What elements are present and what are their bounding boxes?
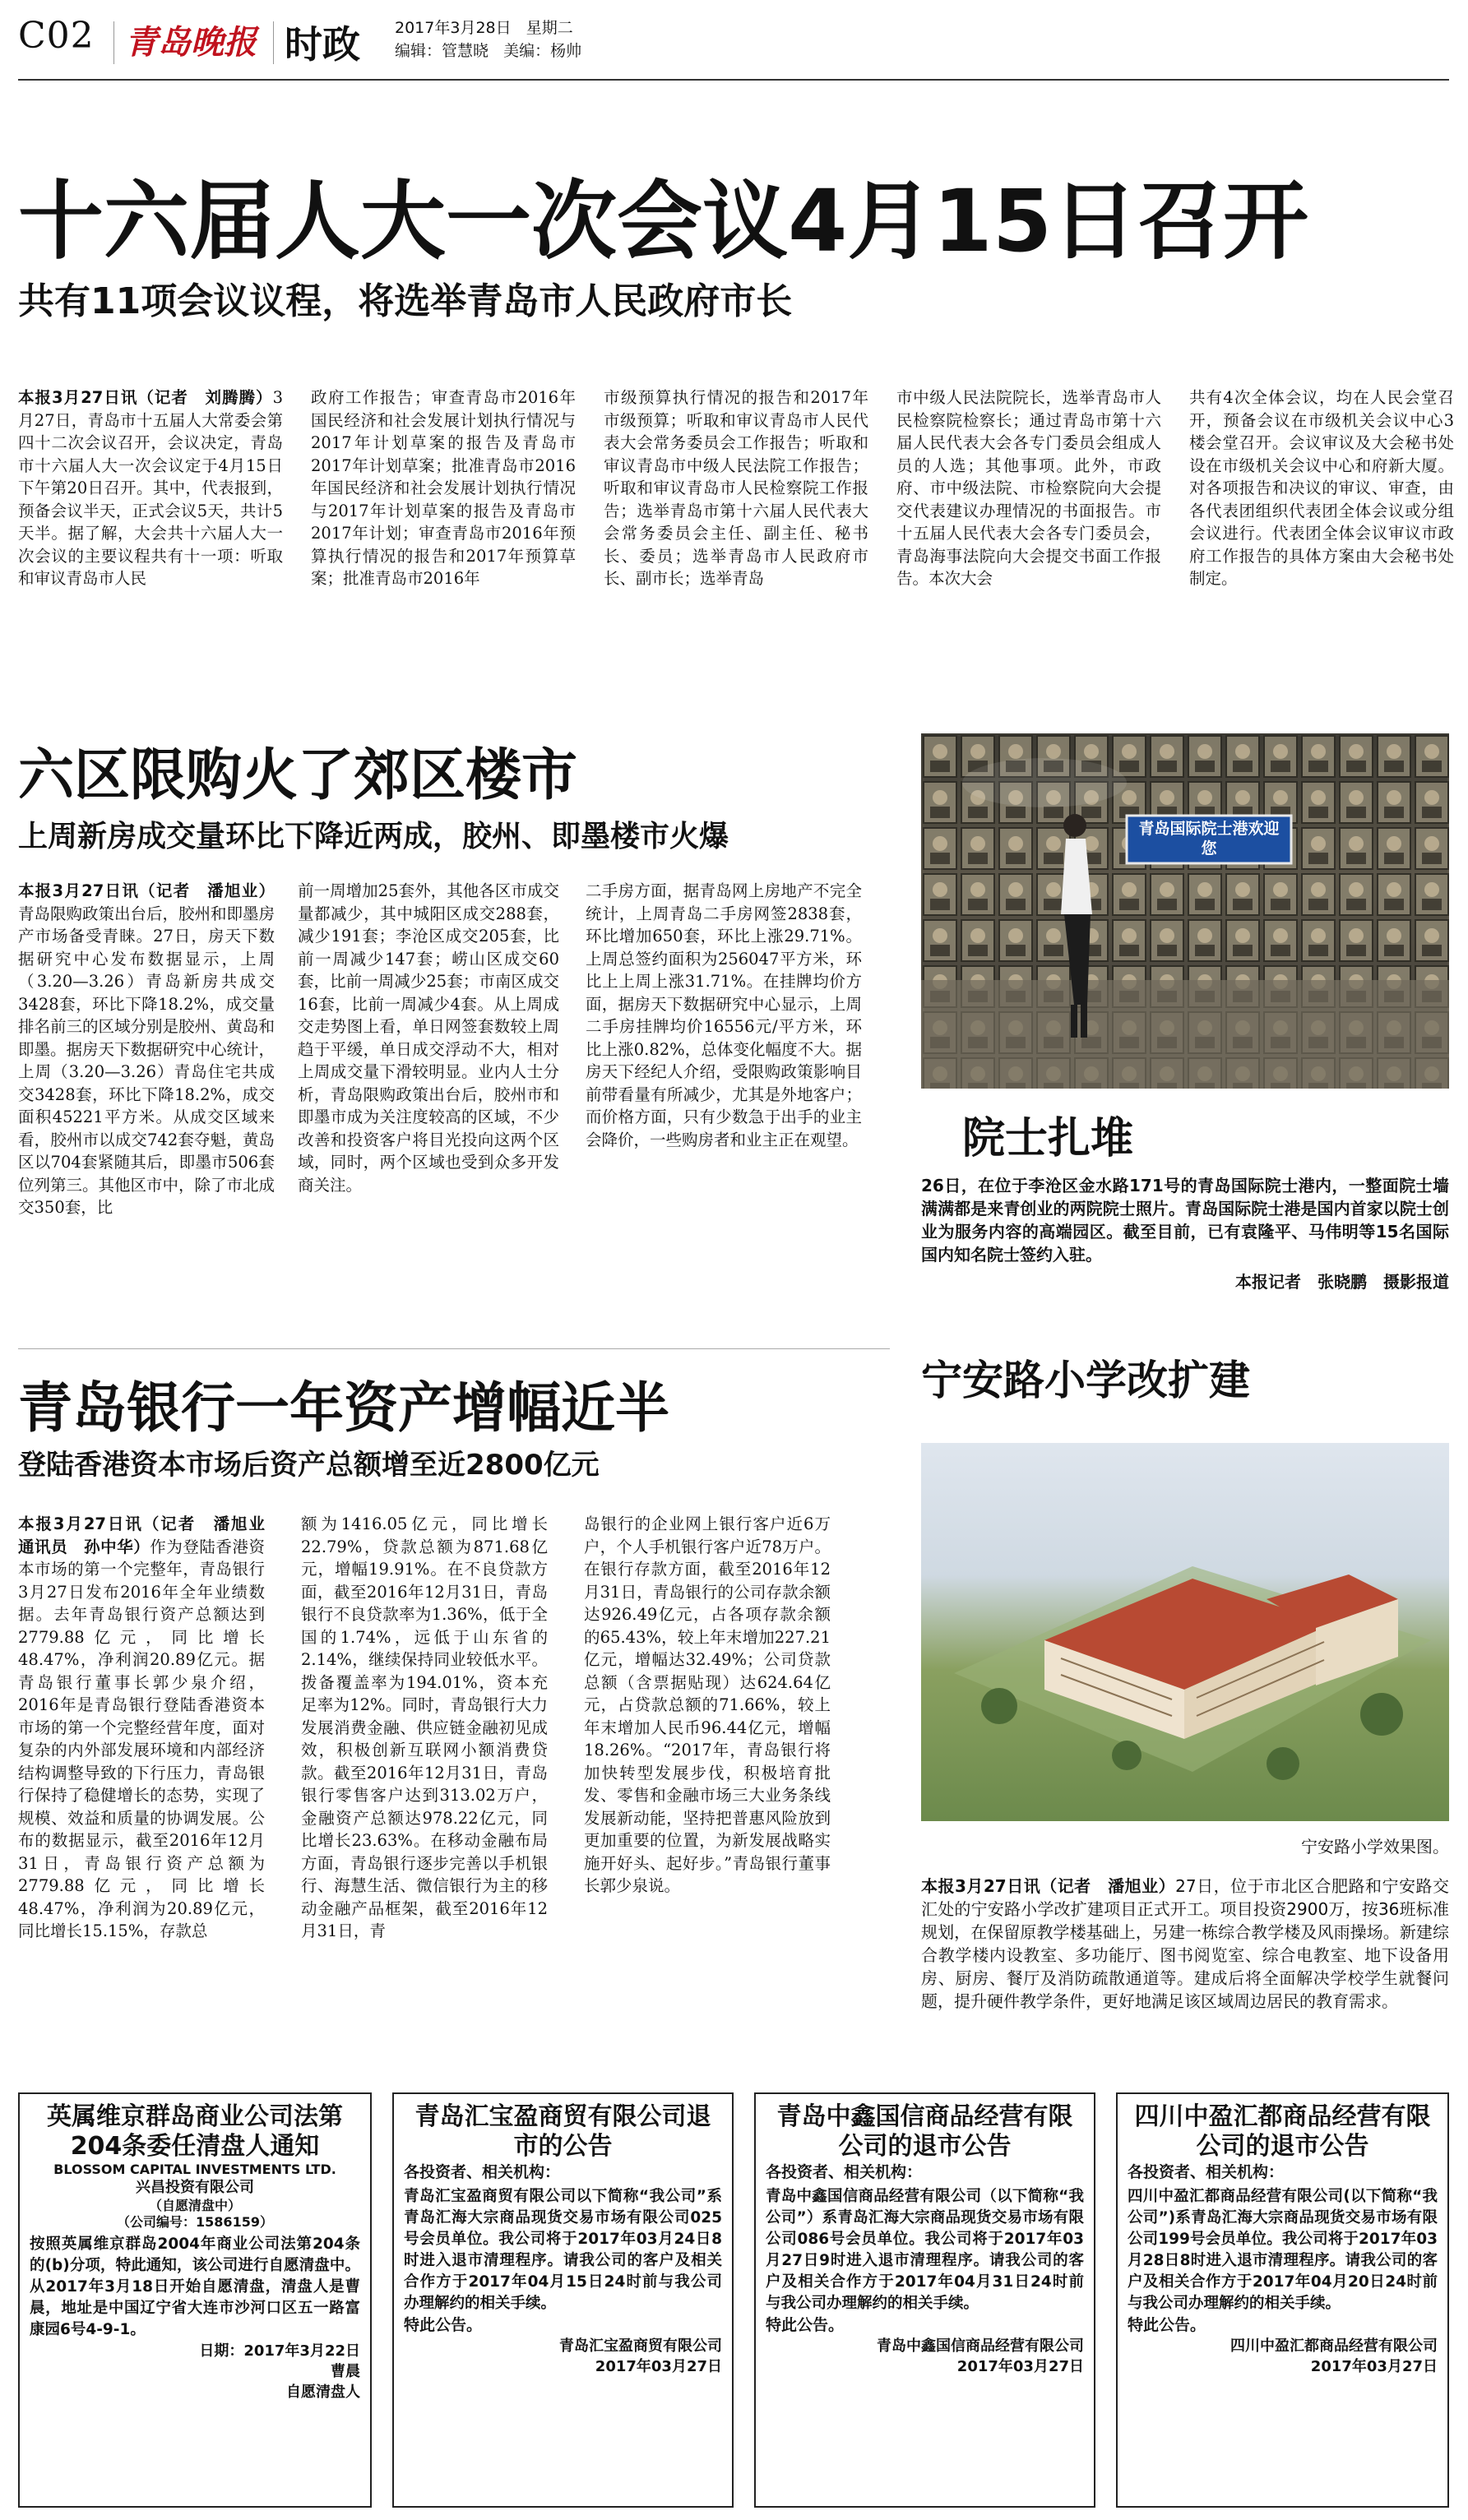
article3-col-1: 本报3月27日讯（记者 潘旭业 通讯员 孙中华）作为登陆香港资本市场的第一个完整年，青岛银行3月27日发布2016年全年业绩数据。去年青岛银行资产总额达到2779.88亿元，同比增长48.47%，净利润20.89亿元。据青岛银行董事长郭少泉介绍，2016年是青岛银行登陆香港资本市场的第一个完整经营年度，面对复杂的内外部发展环境和内部经济结构调整导致的下行压力，青岛银行保持了稳健增长的态势，实现了规模、效益和质量的协调发展。公布的数据显示，截至2016年12月31日，青岛银行资产总额为2779.88亿元，同比增长48.47%，净利润为20.89亿元，同比增长15.15%，存款总	[18, 1514, 281, 1940]
header-editor: 编辑：管慧晓	[395, 42, 489, 60]
article3-col-3: 岛银行的企业网上银行客户近6万户，个人手机银行客户近78万户。在银行存款方面，截至2016年12月31日，青岛银行的公司存款余额达926.49亿元，占各项存款余额的65.43%，较上年末增加227.21亿元，增幅达32.49%；公司贷款总额（含票据贴现）达624.64亿元，占贷款总额的71.66%，较上年末增加人民币96.44亿元，增幅18.26%。“2017年，青岛银行将加快转型发展步伐，积极培育批发、零售和金融市场三大业务条线发展新动能，坚持把普惠风险放到更加重要的位置，为新发展战略实施开好头、起好步。”青岛银行董事长郭少泉说。	[584, 1514, 831, 1895]
notice-1-date: 日期：2017年3月22日	[199, 2342, 360, 2360]
article1-col-4: 市中级人民法院院长，选举青岛市人民检察院检察长；通过青岛市第十六届人民代表大会各专门委员会组成人员的人选；其他事项。此外，市政府、市中级法院、市检察院向大会提交代表建议办理情况的书面报告。市十五届人民代表大会各专门委员会，青岛海事法院向大会提交书面工作报告。本次大会	[896, 388, 1161, 588]
academician-wall-photo	[921, 733, 1449, 1089]
article2-col-1: 本报3月27日讯（记者 潘旭业）青岛限购政策出台后，胶州和即墨房产市场备受青睐。27日，房天下数据研究中心发布数据显示，上周（3.20—3.26）青岛新房共成交3428套，环比下降18.2%，成交量排名前三的区域分别是胶州、黄岛和即墨。据房天下数据研究中心统计，上周（3.20—3.26）青岛住宅共成交3428套，环比下降18.2%，成交面积45221平方米。从成交区域来看，胶州市以成交742套夺魁，黄岛区以704套紧随其后，即墨市506套位列第三。其他区市中，除了市北成交350套，比	[18, 881, 276, 1217]
notice-1-body: 按照英属维京群岛2004年商业公司法第204条的(b)分项，特此通知，该公司进行自愿清盘中。从2017年3月18日开始自愿清盘，清盘人是曹晨，地址是中国辽宁省大连市沙河口区五一路富康园6号4-9-1。	[30, 2236, 360, 2338]
notice-1-sub1: 兴昌投资有限公司	[136, 2179, 254, 2196]
notice-4-notice: 特此公告。	[1128, 2316, 1206, 2334]
article2-lead: 本报3月27日讯（记者 潘旭业）	[18, 881, 275, 900]
article1-subtitle: 共有11项会议议程，将选举青岛市人民政府市长	[18, 280, 793, 322]
article4-photo-caption: 宁安路小学效果图。	[1301, 1837, 1449, 1856]
notice-4-signer: 四川中盈汇都商品经营有限公司	[1230, 2337, 1438, 2355]
notice-3-body: 青岛中鑫国信商品经营有限公司（以下简称“我公司”）系青岛汇海大宗商品现货交易市场有限公司086号会员单位。我公司将于2017年03月27日9时进入退市清理程序。请我公司的客户及相关合作方于2017年04月31日24时前与我公司办理解约的相关手续。	[766, 2188, 1084, 2312]
notice-2-signer: 青岛汇宝盈商贸有限公司	[559, 2337, 722, 2355]
article1-col-3: 市级预算执行情况的报告和2017年市级预算；听取和审议青岛市人民代表大会常务委员会工作报告；听取和审议青岛市中级人民法院工作报告；听取和审议青岛市人民检察院工作报告；选举青岛市第十六届人民代表大会常务委员会主任、副主任、秘书长、委员；选举青岛市人民政府市长、副市长；选举青岛	[604, 388, 868, 588]
article3-col-2: 额为1416.05亿元，同比增长22.79%，贷款总额为871.68亿元，增幅19.91%。在不良贷款方面，截至2016年12月31日，青岛银行不良贷款率为1.36%，低于全国的1.74%，远低于山东省的2.14%，继续保持同业较低水平。拨备覆盖率为194.01%，资本充足率为12%。同时，青岛银行大力发展消费金融、供应链金融初见成效，积极创新互联网小额消费贷款。截至2016年12月31日，青岛银行零售客户达到313.02万户，金融资产总额达978.22亿元，同比增长23.63%。在移动金融布局方面，青岛银行逐步完善以手机银行、海慧生活、微信银行为主的移动金融产品框架，截至2016年12月31日，青	[301, 1514, 548, 1940]
article1-lead: 本报3月27日讯（记者 刘腾腾）	[18, 388, 273, 407]
header-meta	[395, 16, 581, 62]
notice-3-notice: 特此公告。	[766, 2316, 845, 2334]
article1-title: 十六届人大一次会议4月15日召开	[18, 171, 1309, 271]
notice-3-to: 各投资者、相关机构：	[766, 2163, 923, 2181]
notice-2-to: 各投资者、相关机构：	[404, 2163, 561, 2181]
article2-col-2: 前一周增加25套外，其他各区市成交量都减少，其中城阳区成交288套，减少191套；李沧区成交205套，比前一周减少147套；崂山区成交60套，比前一周减少25套；市南区成交16套，比前一周减少4套。从上周成交走势图上看，单日网签套数较上周趋于平缓，单日成交浮动不大，相对上周成交量下滑较明显。业内人士分析，青岛限购政策出台后，胶州市和即墨市成为关注度较高的区域，不少改善和投资客户将目光投向这两个区域，同时，两个区域也受到众多开发商关注。	[298, 881, 559, 1195]
notice-3	[754, 2092, 1095, 2508]
article3-subtitle: 登陆香港资本市场后资产总额增至近2800亿元	[18, 1449, 600, 1482]
notice-1	[18, 2092, 372, 2508]
notice-4-body: 四川中盈汇都商品经营有限公司(以下简称“我公司”)系青岛汇海大宗商品现货交易市场有限公司199号会员单位。我公司将于2017年03月28日8时进入退市清理程序。请我公司的客户及相关合作方于2017年04月20日24时前与我公司办理解约的相关手续。	[1128, 2188, 1438, 2312]
notice-4	[1116, 2092, 1449, 2508]
notice-3-signer: 青岛中鑫国信商品经营有限公司	[877, 2337, 1084, 2355]
notice-4-title: 四川中盈汇都商品经营有限公司的退市公告	[1134, 2102, 1431, 2161]
article3-title: 青岛银行一年资产增幅近半	[18, 1376, 669, 1440]
notice-1-en: BLOSSOM CAPITAL INVESTMENTS LTD.	[53, 2162, 336, 2177]
photo1-credit: 本报记者 张晓鹏 摄影报道	[1235, 1272, 1449, 1292]
notice-1-sub2: （自愿清盘中）	[148, 2198, 241, 2213]
article1-col-5: 共有4次全体会议，均在人民会堂召开，预备会议在市级机关会议中心3楼会堂召开。会议审议及大会秘书处设在市级机关会议中心和府新大厦。对各项报告和决议的审议、审查，由各代表团组织代表团全体会议或分组会议进行。代表团全体会议审议市政府工作报告的具体方案由大会秘书处制定。	[1189, 388, 1454, 588]
page-number: C02	[18, 15, 95, 57]
article2-title: 六区限购火了郊区楼市	[18, 743, 578, 808]
article2-subtitle: 上周新房成交量环比下降近两成，胶州、即墨楼市火爆	[18, 820, 729, 853]
header-designer: 美编：杨帅	[503, 42, 582, 60]
article4-title: 宁安路小学改扩建	[921, 1357, 1250, 1404]
article3-lead: 本报3月27日讯（记者 潘旭业 通讯员 孙中华）	[18, 1514, 281, 1556]
school-rendering-photo	[921, 1443, 1449, 1821]
notice-3-date: 2017年03月27日	[956, 2358, 1084, 2375]
notice-4-to: 各投资者、相关机构：	[1128, 2163, 1285, 2181]
photo-wall-svg	[921, 733, 1449, 1089]
header-weekday: 星期二	[526, 19, 573, 37]
notice-1-sub3: （公司编号：1586159）	[117, 2214, 273, 2230]
notice-2-notice: 特此公告。	[404, 2316, 483, 2334]
notice-1-signer: 曹晨	[331, 2363, 360, 2380]
notice-3-title: 青岛中鑫国信商品经营有限公司的退市公告	[776, 2102, 1073, 2161]
article1-col-1: 本报3月27日讯（记者 刘腾腾）3月27日，青岛市十五届人大常委会第四十二次会议召开，会议决定，青岛市十六届人大一次会议定于4月15日下午第20日召开。其中，代表报到，预备会议半天，正式会议5天，共计5天半。据了解，大会共十六届人大一次会议的主要议程共有十一项：听取和审议青岛市人民	[18, 388, 283, 588]
photo1-caption: 26日，在位于李沧区金水路171号的青岛国际院士港内，一整面院士墙满满都是来青创业的两院院士照片。青岛国际院士港是国内首家以院士创业为服务内容的高端园区。截至目前，已有袁隆平、马伟明等15名国际国内知名院士签约入驻。	[921, 1176, 1449, 1265]
article4-lead: 本报3月27日讯（记者 潘旭业）	[921, 1876, 1176, 1896]
photo1-caption-title: 院士扎堆	[962, 1114, 1134, 1163]
paper-logo: 青岛晚报	[125, 23, 257, 62]
article4-body: 本报3月27日讯（记者 潘旭业）27日，位于市北区合肥路和宁安路交汇处的宁安路小学改扩建项目正式开工。项目投资2900万，按36班标准规划，在保留原教学楼基础上，另建一栋综合教学楼及风雨操场。新建综合教学楼内设教室、多功能厅、图书阅览室、综合电教室、地下设备用房、厨房、餐厅及消防疏散通道等。建成后将全面解决学校学生就餐问题，提升硬件教学条件，更好地满足该区域周边居民的教育需求。	[921, 1876, 1450, 2011]
notice-2	[392, 2092, 734, 2508]
article2-col-3: 二手房方面，据青岛网上房地产不完全统计，上周青岛二手房网签2838套，环比增加650套，环比上涨29.71%。上周总签约面积为256047平方米，环比上上周上涨31.71%。在挂牌均价方面，据房天下数据研究中心显示，上周二手房挂牌均价16556元/平方米，环比上涨0.82%，总体变化幅度不大。据房天下经纪人介绍，受限购政策影响目前带看量有所减少，尤其是外地客户；而价格方面，只有少数急于出手的业主会降价，一些购房者和业主正在观望。	[586, 881, 862, 1149]
notice-2-body: 青岛汇宝盈商贸有限公司以下简称“我公司”系青岛汇海大宗商品现货交易市场有限公司025号会员单位。我公司将于2017年03月24日8时进入退市清理程序。请我公司的客户及相关合作方于2017年04月15日24时前与我公司办理解约的相关手续。	[404, 2188, 722, 2312]
notice-2-date: 2017年03月27日	[595, 2358, 722, 2375]
header-date: 2017年3月28日	[395, 19, 512, 37]
school-building-svg	[921, 1443, 1449, 1821]
section-title: 时政	[285, 22, 360, 67]
notice-1-title: 英属维京群岛商业公司法第204条委任清盘人通知	[47, 2102, 343, 2161]
photo-banner-text: 青岛国际院士港欢迎您	[1138, 820, 1280, 858]
article1-col-2: 政府工作报告；审查青岛市2016年国民经济和社会发展计划执行情况与2017年计划草案的报告及青岛市2017年计划草案；批准青岛市2016年国民经济和社会发展计划执行情况与2017年计划草案的报告及青岛市2017年计划；审查青岛市2016年预算执行情况的报告和2017年预算草案；批准青岛市2016年	[311, 388, 576, 588]
notice-2-title: 青岛汇宝盈商贸有限公司退市的公告	[414, 2102, 711, 2161]
notice-1-role: 自愿清盘人	[286, 2384, 360, 2401]
notice-4-date: 2017年03月27日	[1310, 2358, 1438, 2375]
